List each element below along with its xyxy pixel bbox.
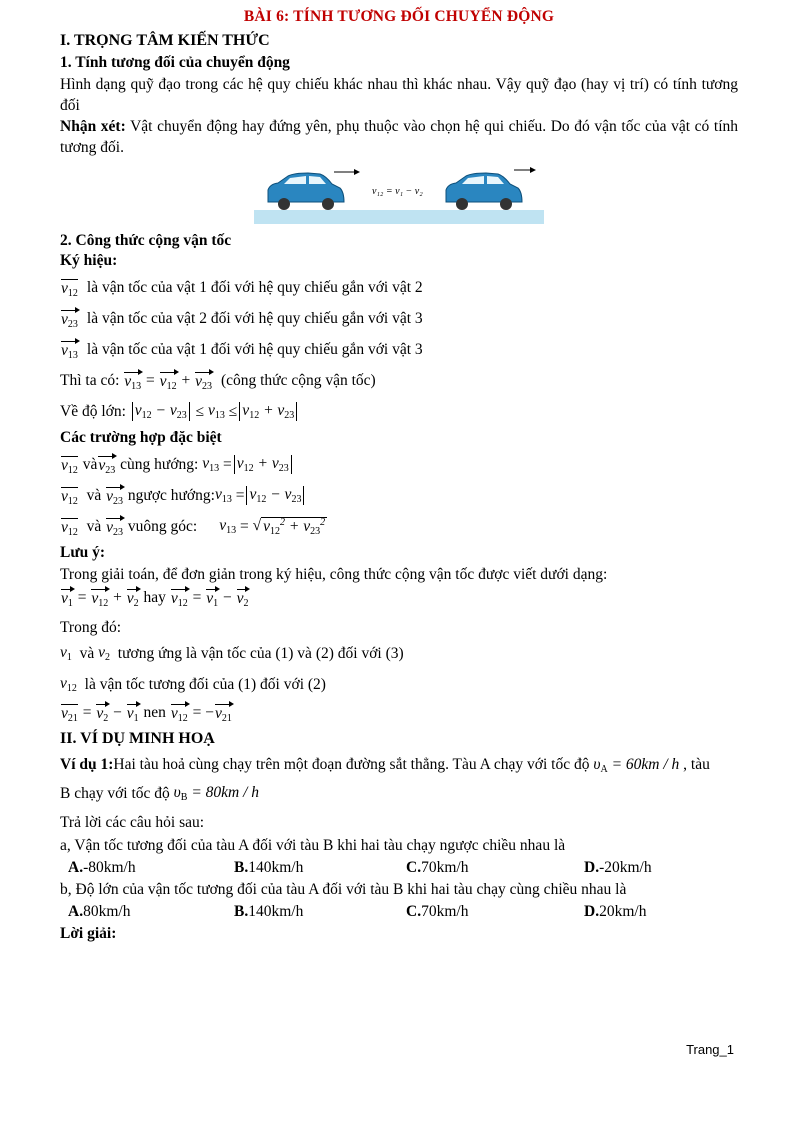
sym2-text: là vận tốc của vật 2 đối với hệ quy chiếu gắn với vật 3 bbox=[86, 309, 423, 327]
question-b-choices bbox=[60, 900, 738, 923]
addition-formula-line: Thì ta có: $v_{13}$ = $v_{12}$ + $v_{23}$ (công thức cộng vận tốc) bbox=[60, 371, 376, 392]
qa-choice-a: A.-80km/h bbox=[68, 858, 136, 876]
va-expression: $\upsilon_A = 60km / h$ bbox=[593, 755, 680, 775]
case-perpendicular: $v_{12}$ và $v_{23}$ vuông góc: $v_{13}$ = √ $v_{12}^2 + v_{23}^2$ bbox=[61, 516, 326, 538]
caution-text: Trong giải toán, để đơn giản trong ký hiệu, công thức cộng vận tốc được viết dưới dạng: bbox=[60, 566, 608, 583]
note-text: Vật chuyển động hay đứng yên, phụ thuộc vào chọn hệ qui chiếu. Do đó vận tốc của vật có tính tương đối. bbox=[60, 118, 738, 156]
or-text: hay bbox=[143, 589, 166, 606]
v13-vector: $v_{13}$ bbox=[61, 339, 78, 361]
so-text: nen bbox=[143, 704, 166, 721]
car-figure bbox=[60, 164, 738, 228]
sym1-text: là vận tốc của vật 1 đối với hệ quy chiếu gắn với vật 2 bbox=[86, 278, 423, 296]
where-1-text: tương ứng là vận tốc của (1) và (2) đối với (3) bbox=[117, 644, 404, 662]
caution-label: Lưu ý: bbox=[60, 544, 106, 561]
section-2-heading: II. VÍ DỤ MINH HOẠ bbox=[60, 730, 215, 747]
answer-prompt: Trả lời các câu hỏi sau: bbox=[60, 814, 205, 831]
then-note: (công thức cộng vận tốc) bbox=[220, 371, 376, 389]
and-text: và bbox=[79, 644, 95, 662]
qb-choice-c: C.70km/h bbox=[406, 902, 469, 920]
note-label: Nhận xét: bbox=[60, 118, 126, 135]
same-direction-text: cùng hướng: bbox=[120, 455, 199, 473]
reverse-formula-line: $v_{21}$ = $v_2$ − $v_1$ nen $v_{12}$ = − $v_{21}$ bbox=[61, 704, 232, 724]
example-text-2: , tàu bbox=[683, 756, 710, 773]
where-2-text: là vận tốc tương đối của (1) đối với (2) bbox=[84, 675, 326, 693]
qa-choice-c: C.70km/h bbox=[406, 858, 469, 876]
vb-expression: $\upsilon_B = 80km / h$ bbox=[173, 784, 260, 803]
page-title: BÀI 6: TÍNH TƯƠNG ĐỐI CHUYỂN ĐỘNG bbox=[243, 8, 555, 25]
formula-v12: v₁₂ = v₁ − v₂ bbox=[372, 186, 423, 197]
symbols-label: Ký hiệu: bbox=[60, 252, 118, 269]
qa-choice-d: D.-20km/h bbox=[584, 858, 652, 876]
sym3-text: là vận tốc của vật 1 đối với hệ quy chiếu gắn với vật 3 bbox=[86, 340, 423, 358]
example-line-1 bbox=[60, 752, 738, 778]
and-text: và bbox=[86, 517, 102, 535]
car-left bbox=[268, 173, 344, 210]
qb-choice-b: B.140km/h bbox=[234, 902, 304, 920]
subsection-2-heading: 2. Công thức cộng vận tốc bbox=[60, 232, 232, 249]
example-label: Ví dụ 1: bbox=[60, 756, 114, 773]
and-text: và bbox=[82, 455, 98, 473]
v12-vector: $v_{12}$ bbox=[61, 277, 78, 299]
example-line-2 bbox=[60, 778, 738, 809]
where-line-1: $v_1$ và $v_2$ tương ứng là vận tốc của (1) và (2) đối với (3) bbox=[60, 644, 404, 663]
velocity-arrow-left bbox=[334, 169, 360, 175]
document-page bbox=[60, 8, 738, 945]
opposite-direction-text: ngược hướng: bbox=[127, 486, 215, 504]
solution-label: Lời giải: bbox=[60, 925, 117, 942]
symbol-v12-line bbox=[60, 272, 738, 303]
qb-choice-d: D.20km/h bbox=[584, 902, 647, 920]
magnitude-line: Về độ lớn: $v_{12} - v_{23}$ ≤ $v_{13}$ ≤ $v_{12} + v_{23}$ bbox=[60, 396, 738, 427]
example-text-3: B chạy với tốc độ bbox=[60, 784, 170, 802]
v23-vector: $v_{23}$ bbox=[61, 308, 78, 330]
section-1-heading: I. TRỌNG TÂM KIẾN THỨC bbox=[60, 32, 270, 49]
case-same-direction: $v_{12}$ và $v_{23}$ cùng hướng: $v_{13}$ = $v_{12} + v_{23}$ bbox=[60, 449, 738, 480]
sqrt-expression: √ $v_{12}^2 + v_{23}^2$ bbox=[252, 516, 326, 537]
perpendicular-text: vuông góc: bbox=[127, 517, 198, 535]
paragraph-note bbox=[60, 116, 738, 158]
symbol-v13-line bbox=[60, 334, 738, 365]
qb-choice-a: A.80km/h bbox=[68, 902, 131, 920]
question-b: b, Độ lớn của vận tốc tương đối của tàu A đối với tàu B khi hai tàu chạy cùng chiều nhau là bbox=[60, 881, 627, 898]
paragraph-trajectory: Hình dạng quỹ đạo trong các hệ quy chiếu khác nhau thì khác nhau. Vậy quỹ đạo (hay vị trí) có tính tương đối bbox=[60, 76, 738, 114]
car-right bbox=[446, 173, 522, 210]
short-formula-line: $v_1$ = $v_{12}$ + $v_2$ hay $v_{12}$ = $v_1$ − $v_2$ bbox=[61, 589, 249, 609]
where-line-2: $v_{12}$ là vận tốc tương đối của (1) đối với (2) bbox=[60, 675, 326, 694]
case-opposite-direction: $v_{12}$ và $v_{23}$ ngược hướng: $v_{13}$ = $v_{12} - v_{23}$ bbox=[60, 480, 738, 511]
page-number: Trang_1 bbox=[686, 1042, 734, 1057]
example-text-1: Hai tàu hoả cùng chạy trên một đoạn đường sắt thẳng. Tàu A chạy với tốc độ bbox=[113, 756, 590, 773]
qa-choice-b: B.140km/h bbox=[234, 858, 304, 876]
question-a-choices bbox=[60, 856, 738, 879]
then-label: Thì ta có: bbox=[60, 371, 120, 389]
relative-velocity-illustration bbox=[254, 164, 544, 228]
and-text: và bbox=[86, 486, 102, 504]
road bbox=[254, 210, 544, 224]
subsection-1-heading: 1. Tính tương đối của chuyển động bbox=[60, 54, 290, 71]
special-cases-label: Các trường hợp đặc biệt bbox=[60, 429, 222, 446]
symbol-v23-line bbox=[60, 303, 738, 334]
question-a: a, Vận tốc tương đối của tàu A đối với tàu B khi hai tàu chạy ngược chiều nhau là bbox=[60, 837, 566, 854]
where-label: Trong đó: bbox=[60, 619, 122, 636]
magnitude-label: Về độ lớn: bbox=[60, 402, 126, 420]
velocity-arrow-right bbox=[514, 167, 536, 173]
